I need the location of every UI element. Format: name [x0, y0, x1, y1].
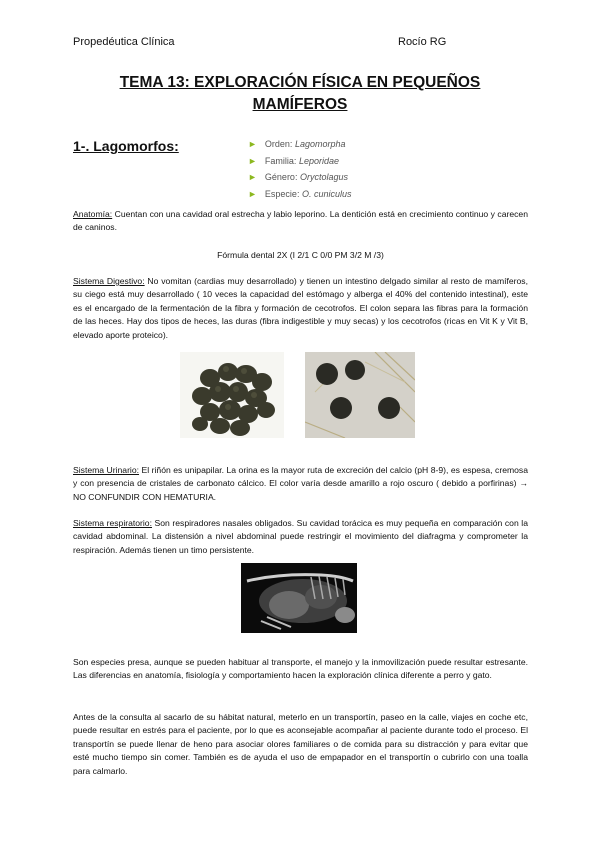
page-title	[60, 72, 540, 116]
anatomia-paragraph	[73, 208, 528, 235]
presa-paragraph: Son especies presa, aunque se pueden habituar al transporte, el manejo y la inmovilización puede resultar estresante. Las diferencias en anatomía, fisiología y comportamiento hacen la exploración clínica diferente a perro y gato.	[73, 657, 528, 681]
respiratorio-paragraph	[73, 517, 528, 557]
bullet-arrow-icon: ►	[248, 155, 257, 166]
hard-feces-photo	[180, 352, 284, 438]
bullet-arrow-icon: ►	[248, 188, 257, 199]
taxonomy-value: Leporidae	[298, 155, 339, 166]
urinario-text: El riñón es unipapilar. La orina es la mayor ruta de excreción del calcio (pH 8-9), es espesa, cremosa y con presencia de cristales de carbonato cálcico. El color varía desde amarillo a rojo oscuro ( debido a porfirinas) → NO CONFUNDIR CON HEMATURIA.	[73, 465, 528, 502]
bullet-arrow-icon: ►	[248, 139, 257, 149]
urinario-paragraph	[73, 464, 528, 504]
taxonomy-list	[248, 136, 351, 202]
anatomia-label: Anatomía:	[73, 209, 113, 219]
respiratorio-text: Son respiradores nasales obligados. Su cavidad torácica es muy pequeña en comparación con la cavidad abdominal. La distensión a nivel abdominal puede restringir el movimiento del diafragma y comprometer la respiración. Además tienen un timo persistente.	[73, 518, 528, 555]
digestivo-label: Sistema Digestivo:	[73, 276, 145, 286]
taxonomy-label: Género:	[264, 172, 300, 182]
taxonomy-value: Lagomorpha	[294, 139, 346, 149]
taxonomy-label: Especie:	[264, 188, 302, 199]
taxonomy-label: Familia:	[264, 155, 299, 166]
title-line-1: TEMA 13: EXPLORACIÓN FÍSICA EN PEQUEÑOS	[119, 74, 481, 91]
anatomia-text: Cuentan con una cavidad oral estrecha y labio leporino. La dentición está en crecimiento continuo y carecen de caninos.	[73, 209, 528, 233]
cecotrophs-photo	[305, 352, 415, 438]
dental-formula: Fórmula dental 2X (I 2/1 C 0/0 PM 3/2 M /3)	[217, 250, 384, 260]
section-heading: 1-. Lagomorfos:	[73, 138, 179, 154]
urinario-label: Sistema Urinario:	[73, 465, 140, 475]
header-course: Propedéutica Clínica	[73, 36, 175, 48]
header-author: Rocío RG	[398, 36, 447, 48]
taxonomy-item	[248, 169, 351, 186]
digestivo-paragraph	[73, 275, 528, 342]
digestivo-text: No vomitan (cardias muy desarrollado) y tienen un intestino delgado similar al resto de mamíferos, su ciego está muy desarrollado ( 10 veces la capacidad del estómago y alberga el 40% del contenido intestinal), este es el encargado de la fermentación de la fibra y formación de cecotrofos. El colon separa las fibras para la formación de las heces. Hay dos tipos de heces, las duras (fibra indigestible y muy secas) y los cecotrofos (ricas en Vit K y Vit B, elevado aporte proteico).	[73, 276, 528, 340]
taxonomy-value: O. cuniculus	[301, 188, 352, 199]
taxonomy-label: Orden:	[264, 139, 295, 149]
title-line-2: MAMÍFEROS	[252, 96, 348, 113]
taxonomy-item	[248, 186, 351, 203]
taxonomy-item	[248, 136, 351, 153]
rabbit-xray-image	[241, 563, 357, 633]
respiratorio-label: Sistema respiratorio:	[73, 518, 152, 528]
consulta-paragraph: Antes de la consulta al sacarlo de su hábitat natural, meterlo en un transportín, paseo en la calle, viajes en coche etc, puede resultar en estrés para el paciente, por lo que es aconsejable acompañar al paciente durante todo el proceso. El transportín se puede llenar de heno para asociar olores familiares o de comida para su distracción y para evitar que esté mucho tiempo sin comer. También es de ayuda el uso de empapador en el transportín o cubrirlo con una toalla para calmarlo.	[73, 712, 528, 776]
taxonomy-item	[248, 153, 351, 170]
taxonomy-value: Oryctolagus	[299, 172, 348, 182]
bullet-arrow-icon: ►	[248, 172, 257, 182]
